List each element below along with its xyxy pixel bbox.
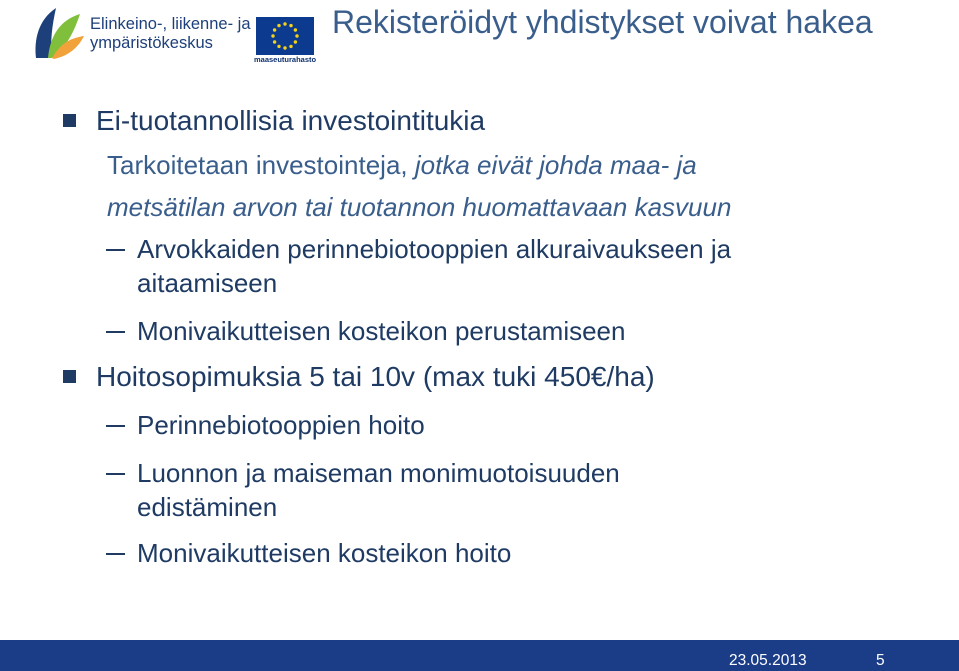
sub-bullet-text: edistäminen [137,492,278,522]
sub-bullet-item [137,536,959,570]
sub-bullet-item [137,408,959,442]
eu-logo-caption: maaseuturahasto [254,55,317,64]
bullet-text: Hoitosopimuksia 5 tai 10v (max tuki 450€/ha) [96,361,655,392]
dash-bullet-icon [106,473,125,475]
slide-content [0,104,959,570]
eu-star-icon [277,45,280,48]
sub-bullet-text: Perinnebiotooppien hoito [137,410,425,440]
sub-bullet-text: Monivaikutteisen kosteikon perustamiseen [137,316,626,346]
ely-leaf-icon [30,4,84,60]
eu-star-icon [273,40,276,43]
eu-star-icon [289,45,292,48]
sub-bullet-item [137,232,959,300]
agency-logo-line-1: Elinkeino-, liikenne- ja [90,15,251,33]
footer-date: 23.05.2013 [729,652,807,669]
bullet-item [96,104,959,138]
dash-bullet-icon [106,249,125,251]
sub-bullet-text: Monivaikutteisen kosteikon hoito [137,538,512,568]
dash-bullet-icon [106,331,125,333]
eu-star-icon [294,28,297,31]
eu-logo [254,17,316,63]
description-text: Tarkoitetaan investointeja, [107,150,415,180]
slide-title [332,2,892,43]
square-bullet-icon [63,370,76,383]
dash-bullet-icon [106,553,125,555]
dash-bullet-icon [106,425,125,427]
page-number: 5 [876,652,885,669]
eu-star-icon [277,24,280,27]
slide-title-text: Rekisteröidyt yhdistykset voivat hakea [332,4,873,40]
footer-bar [0,640,959,671]
sub-bullet-text: Luonnon ja maiseman monimuotoisuuden [137,458,620,488]
eu-star-icon [273,28,276,31]
eu-star-icon [271,34,274,37]
sub-bullet-text: Arvokkaiden perinnebiotooppien alkuraivaukseen ja [137,234,732,264]
eu-star-icon [295,34,298,37]
agency-logo [30,4,250,62]
bullet-text: Ei-tuotannollisia investointitukia [96,105,486,136]
eu-star-icon [294,40,297,43]
sub-bullet-item [137,456,959,524]
sub-bullet-item [137,314,959,348]
eu-star-icon [283,46,286,49]
eu-star-icon [283,22,286,25]
eu-star-icon [289,24,292,27]
description-emphasis: jotka eivät johda maa- ja [414,150,697,180]
agency-logo-text [90,15,251,53]
square-bullet-icon [63,114,76,127]
sub-bullet-text: aitaamiseen [137,268,278,298]
description-emphasis: metsätilan arvon tai tuotannon huomattavaan kasvuun [107,192,732,222]
description-paragraph [107,144,959,228]
agency-logo-line-2: ympäristökeskus [90,34,213,52]
bullet-item [96,360,959,394]
eu-flag-icon [256,17,314,55]
